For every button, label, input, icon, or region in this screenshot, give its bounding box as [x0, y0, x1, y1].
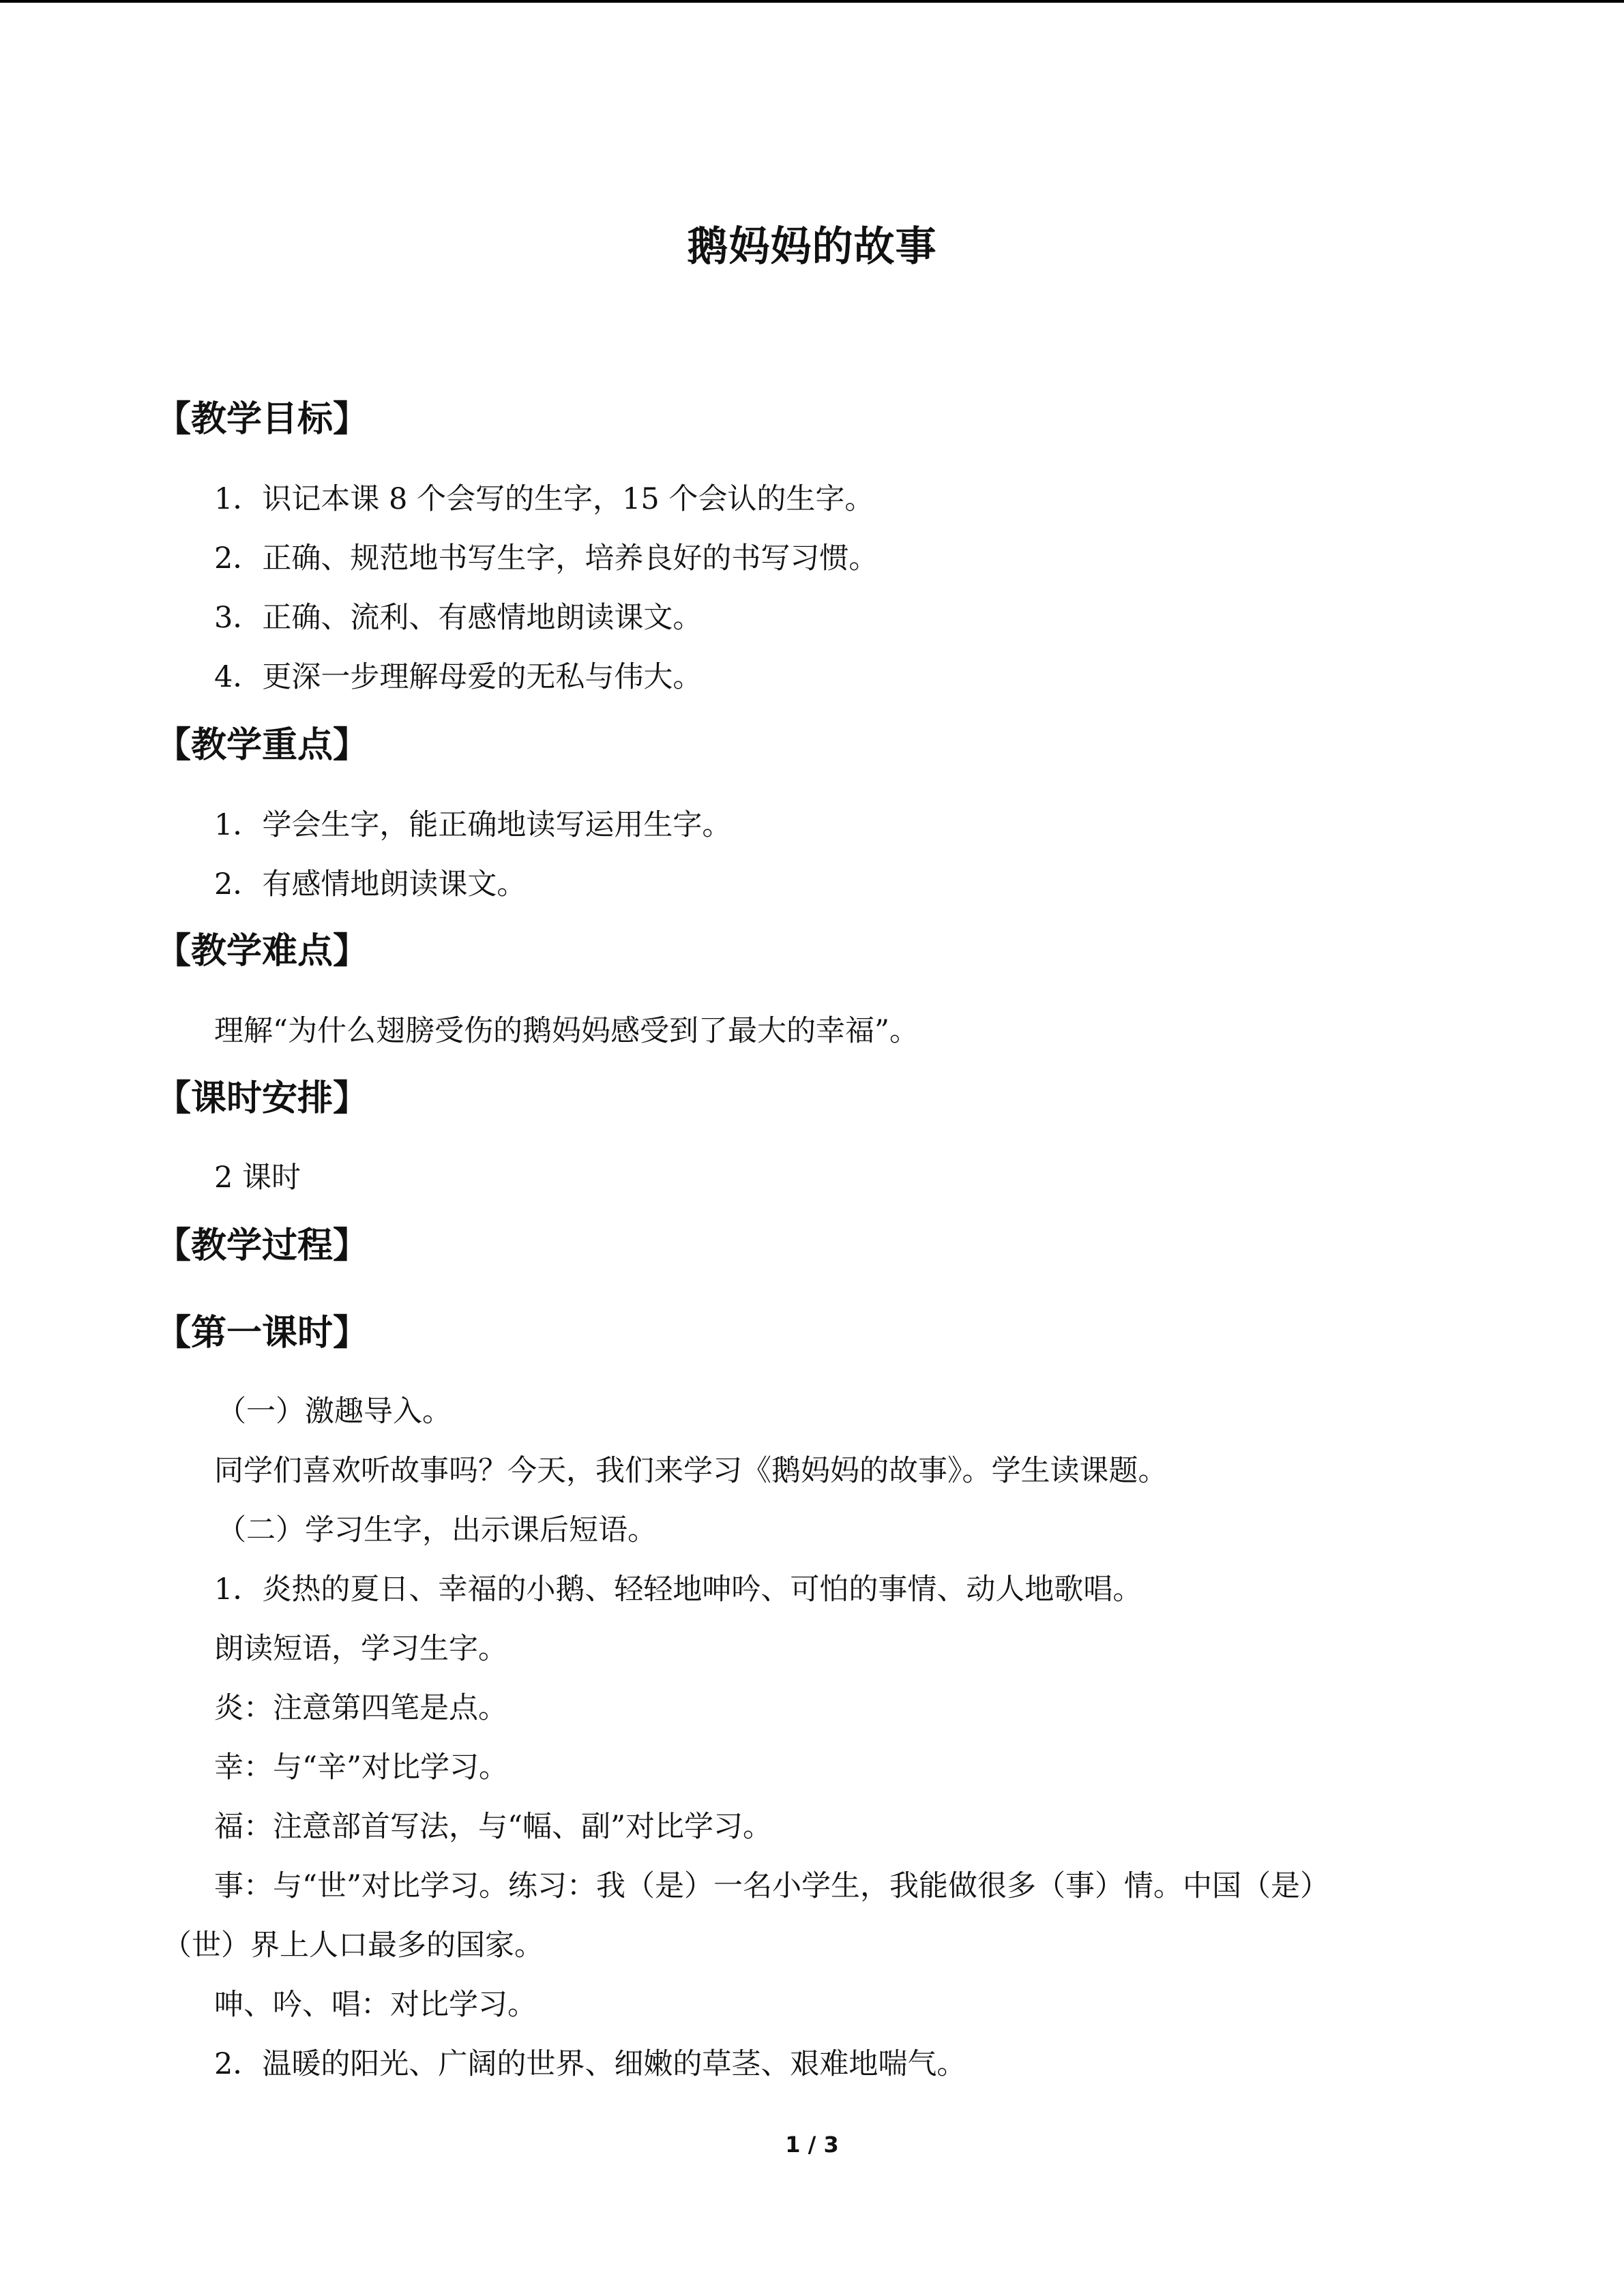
- lesson-line-10: （世）界上人口最多的国家。: [162, 1928, 544, 1963]
- lesson-line-7: 幸：与“辛”对比学习。: [214, 1750, 508, 1785]
- heading-objectives: 【教学目标】: [156, 399, 369, 440]
- document-title: 鹅妈妈的故事: [687, 223, 937, 271]
- heading-key-points: 【教学重点】: [156, 725, 369, 766]
- difficulty-item-1: 理解“为什么翅膀受伤的鹅妈妈感受到了最大的幸福”。: [214, 1014, 919, 1048]
- objective-item-1: 1．识记本课 8 个会写的生字，15 个会认的生字。: [214, 482, 874, 516]
- lesson-line-6: 炎：注意第四笔是点。: [214, 1691, 507, 1725]
- heading-difficulties: 【教学难点】: [156, 931, 369, 972]
- lesson-line-11: 呻、吟、唱：对比学习。: [214, 1988, 537, 2022]
- key-point-item-2: 2．有感情地朗读课文。: [214, 867, 527, 901]
- objective-item-4: 4．更深一步理解母爱的无私与伟大。: [214, 660, 703, 694]
- lesson-line-8: 福：注意部首写法，与“幅、副”对比学习。: [214, 1810, 772, 1844]
- lesson-line-3: （二）学习生字，出示课后短语。: [217, 1513, 657, 1547]
- heading-process: 【教学过程】: [156, 1225, 369, 1266]
- schedule-item-1: 2 课时: [214, 1161, 301, 1195]
- lesson-line-12: 2．温暖的阳光、广阔的世界、细嫩的草茎、艰难地喘气。: [214, 2047, 966, 2081]
- heading-first-lesson: 【第一课时】: [156, 1313, 369, 1354]
- lesson-line-4: 1．炎热的夏日、幸福的小鹅、轻轻地呻吟、可怕的事情、动人地歌唱。: [214, 1572, 1142, 1607]
- objective-item-2: 2．正确、规范地书写生字，培养良好的书写习惯。: [214, 541, 879, 576]
- lesson-line-9: 事：与“世”对比学习。练习：我（是）一名小学生，我能做很多（事）情。中国（是）: [214, 1869, 1329, 1903]
- lesson-line-1: （一）激趣导入。: [217, 1395, 452, 1429]
- objective-item-3: 3．正确、流利、有感情地朗读课文。: [214, 601, 703, 635]
- top-border-rule: [0, 0, 1624, 3]
- lesson-line-5: 朗读短语，学习生字。: [214, 1632, 507, 1666]
- key-point-item-1: 1．学会生字，能正确地读写运用生字。: [214, 808, 732, 842]
- lesson-line-2: 同学们喜欢听故事吗？今天，我们来学习《鹅妈妈的故事》。学生读课题。: [214, 1454, 1168, 1488]
- heading-schedule: 【课时安排】: [156, 1078, 369, 1119]
- page-indicator: 1 / 3: [785, 2132, 839, 2158]
